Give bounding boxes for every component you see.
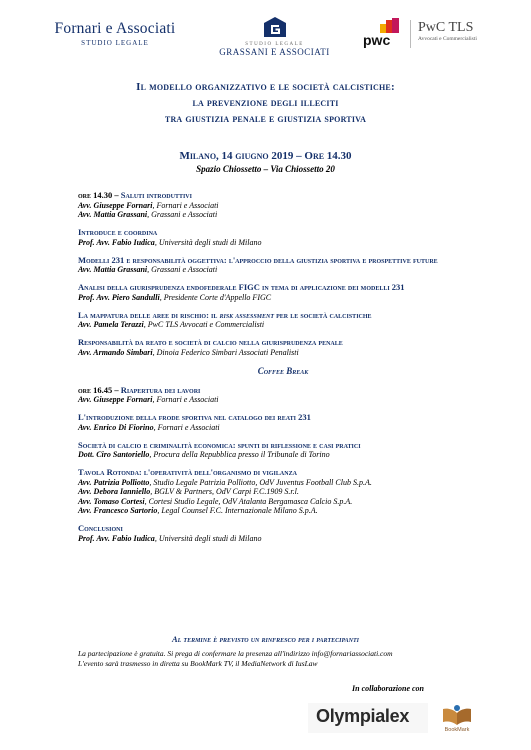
speaker — [78, 487, 488, 497]
session-title-risk-assessment: risk assessment — [219, 309, 274, 320]
grassani-logo — [212, 17, 337, 57]
fornari-logo-name: Fornari e Associati — [54, 20, 176, 37]
event-date: Milano, 14 giugno 2019 – Ore 14.30 — [179, 150, 352, 162]
closing-note: Al termine è previsto un rinfresco per i partecipanti — [171, 634, 360, 644]
program-session — [78, 338, 488, 357]
speaker-role: , BGLV & Partners, OdV Carpi F.C.1909 S.r.l. — [150, 487, 299, 496]
speaker-name: Prof. Avv. Fabio Iudica — [78, 237, 155, 247]
grassani-g-icon — [264, 17, 286, 37]
program-session — [78, 413, 488, 432]
speaker-role: , Studio Legale Patrizia Polliotto, OdV Juventus Football Club S.p.A. — [149, 477, 372, 487]
speaker-role: , Fornari e Associati — [152, 395, 219, 404]
session-heading — [78, 191, 488, 201]
speaker-role: , Fornari e Associati — [152, 200, 219, 210]
speaker-role: , Università degli studi di Milano — [154, 237, 262, 247]
speaker-role: , Procura della Repubblica presso il Tribunale di Torino — [149, 450, 330, 459]
speaker-name: Avv. Pamela Terazzi — [78, 320, 144, 329]
session-title-part: per le società calcistiche — [276, 309, 372, 320]
speaker-name: Avv. Armando Simbari — [78, 347, 153, 357]
speaker — [78, 320, 488, 330]
pwc-tls-subtitle: Avvocati e Commercialisti — [418, 36, 477, 42]
session-title: Tavola Rotonda: l'operatività dell'organismo di vigilanza — [78, 467, 297, 477]
program — [78, 191, 488, 552]
program-session — [78, 256, 488, 275]
broadcast-note: L'evento sarà trasmesso in diretta su BookMark TV, il MediaNetwork di IusLaw — [78, 659, 318, 668]
session-time: ore 16.45 – — [78, 384, 119, 395]
program-session — [78, 468, 488, 516]
program-session — [78, 191, 488, 220]
bookmark-logo — [440, 703, 474, 737]
speaker-name: Prof. Avv. Piero Sandulli — [78, 292, 160, 302]
event-title-line1: Il modello organizzativo e le società calcistiche: — [136, 81, 395, 93]
speaker — [78, 506, 488, 516]
logo-divider — [410, 20, 411, 48]
speaker — [78, 201, 488, 211]
session-title: Introduce e coordina — [78, 227, 158, 237]
speaker-name: Prof. Avv. Fabio Iudica — [78, 533, 155, 543]
olympialex-logo — [308, 703, 428, 733]
session-heading — [78, 386, 488, 396]
session-heading — [78, 311, 488, 321]
speaker — [78, 238, 488, 248]
speaker-name: Avv. Debora Ianniello — [78, 487, 151, 496]
session-title: Società di calcio e criminalità economica: spunti di riflessione e casi pratici — [78, 439, 361, 450]
program-session — [78, 228, 488, 247]
session-title: Responsabilità da reato e società di calcio nella giurisprudenza penale — [78, 337, 343, 347]
speaker-role: , Presidente Corte d'Appello FIGC — [159, 292, 272, 302]
olympialex-wordmark: Olympialex — [316, 706, 410, 726]
speaker-name: Avv. Giuseppe Fornari — [78, 200, 153, 210]
event-venue: Spazio Chiossetto – Via Chiossetto 20 — [196, 164, 335, 174]
speaker-name: Avv. Mattia Grassani — [78, 210, 148, 219]
event-title-line2: la prevenzione degli illeciti — [192, 97, 339, 109]
speaker-role: , Legal Counsel F.C. Internazionale Milano S.p.A. — [157, 506, 318, 515]
speaker — [78, 265, 488, 275]
speaker-name: Avv. Patrizia Polliotto — [78, 477, 150, 487]
speaker-name: Avv. Enrico Di Fiorino — [78, 422, 154, 432]
speaker — [78, 348, 488, 358]
speaker-role: , Dinoia Federico Simbari Associati Penalisti — [152, 347, 299, 357]
program-session — [78, 283, 488, 302]
session-title: Riapertura dei lavori — [120, 384, 201, 395]
coffee-break: Coffee Break — [257, 365, 309, 376]
pwc-logo — [360, 18, 402, 50]
collaboration-label: In collaborazione con — [352, 684, 425, 693]
speaker-name: Avv. Giuseppe Fornari — [78, 395, 153, 404]
pwc-wordmark: pwc — [363, 32, 391, 48]
fornari-logo — [40, 20, 190, 47]
program-session — [78, 311, 488, 330]
event-title — [0, 79, 531, 127]
pwc-tls-logo — [418, 20, 518, 42]
program-session — [78, 386, 488, 405]
speaker — [78, 423, 488, 433]
speaker — [78, 395, 488, 405]
grassani-logo-subtitle: STUDIO LEGALE — [245, 42, 304, 47]
event-title-line3: tra giustizia penale e giustizia sportiva — [164, 113, 367, 125]
speaker-name: Avv. Tomaso Cortesi — [78, 496, 145, 506]
participation-note: La partecipazione è gratuita. Si prega di confermare la presenza all'indirizzo info@fornariassociati.com — [78, 649, 393, 658]
speaker — [78, 450, 488, 460]
speaker-name: Avv. Francesco Sartorio — [78, 506, 158, 515]
session-title: Saluti introduttivi — [120, 190, 192, 200]
speaker — [78, 534, 488, 544]
speaker — [78, 210, 488, 220]
session-time: ore 14.30 – — [78, 190, 119, 200]
speaker-name: Avv. Mattia Grassani — [78, 265, 148, 274]
bookmark-icon — [440, 703, 474, 727]
program-session — [78, 441, 488, 460]
session-title: Modelli 231 e responsabilità oggettiva: l'approccio della giustizia sportiva e prospettive future — [78, 254, 438, 265]
participation-notes — [78, 649, 498, 669]
speaker-role: , Cortesi Studio Legale, OdV Atalanta Bergamasca Calcio S.p.A. — [144, 496, 353, 506]
speaker-role: , Fornari e Associati — [153, 422, 220, 432]
speaker — [78, 497, 488, 507]
speaker-role: , Grassani e Associati — [147, 210, 218, 219]
speaker — [78, 293, 488, 303]
session-title: Conclusioni — [78, 523, 123, 533]
program-session — [78, 524, 488, 543]
session-title: L'introduzione della frode sportiva nel catalogo dei reati 231 — [78, 412, 311, 422]
bookmark-wordmark: BookMark — [444, 727, 470, 733]
session-title: Analisi della giurisprudenza endofederale FIGC in tema di applicazione dei modelli 231 — [78, 282, 405, 292]
session-title-part: La mappatura delle aree di rischio: il — [78, 309, 218, 320]
fornari-logo-subtitle: STUDIO LEGALE — [81, 39, 149, 47]
speaker-role: , PwC TLS Avvocati e Commercialisti — [143, 320, 265, 329]
speaker-role: , Università degli studi di Milano — [154, 533, 262, 543]
speaker — [78, 478, 488, 488]
pwc-tls-name: PwC TLS — [418, 20, 474, 35]
speaker-role: , Grassani e Associati — [147, 265, 218, 274]
speaker-name: Dott. Ciro Santoriello — [78, 450, 150, 459]
grassani-logo-name: GRASSANI E ASSOCIATI — [219, 47, 330, 57]
